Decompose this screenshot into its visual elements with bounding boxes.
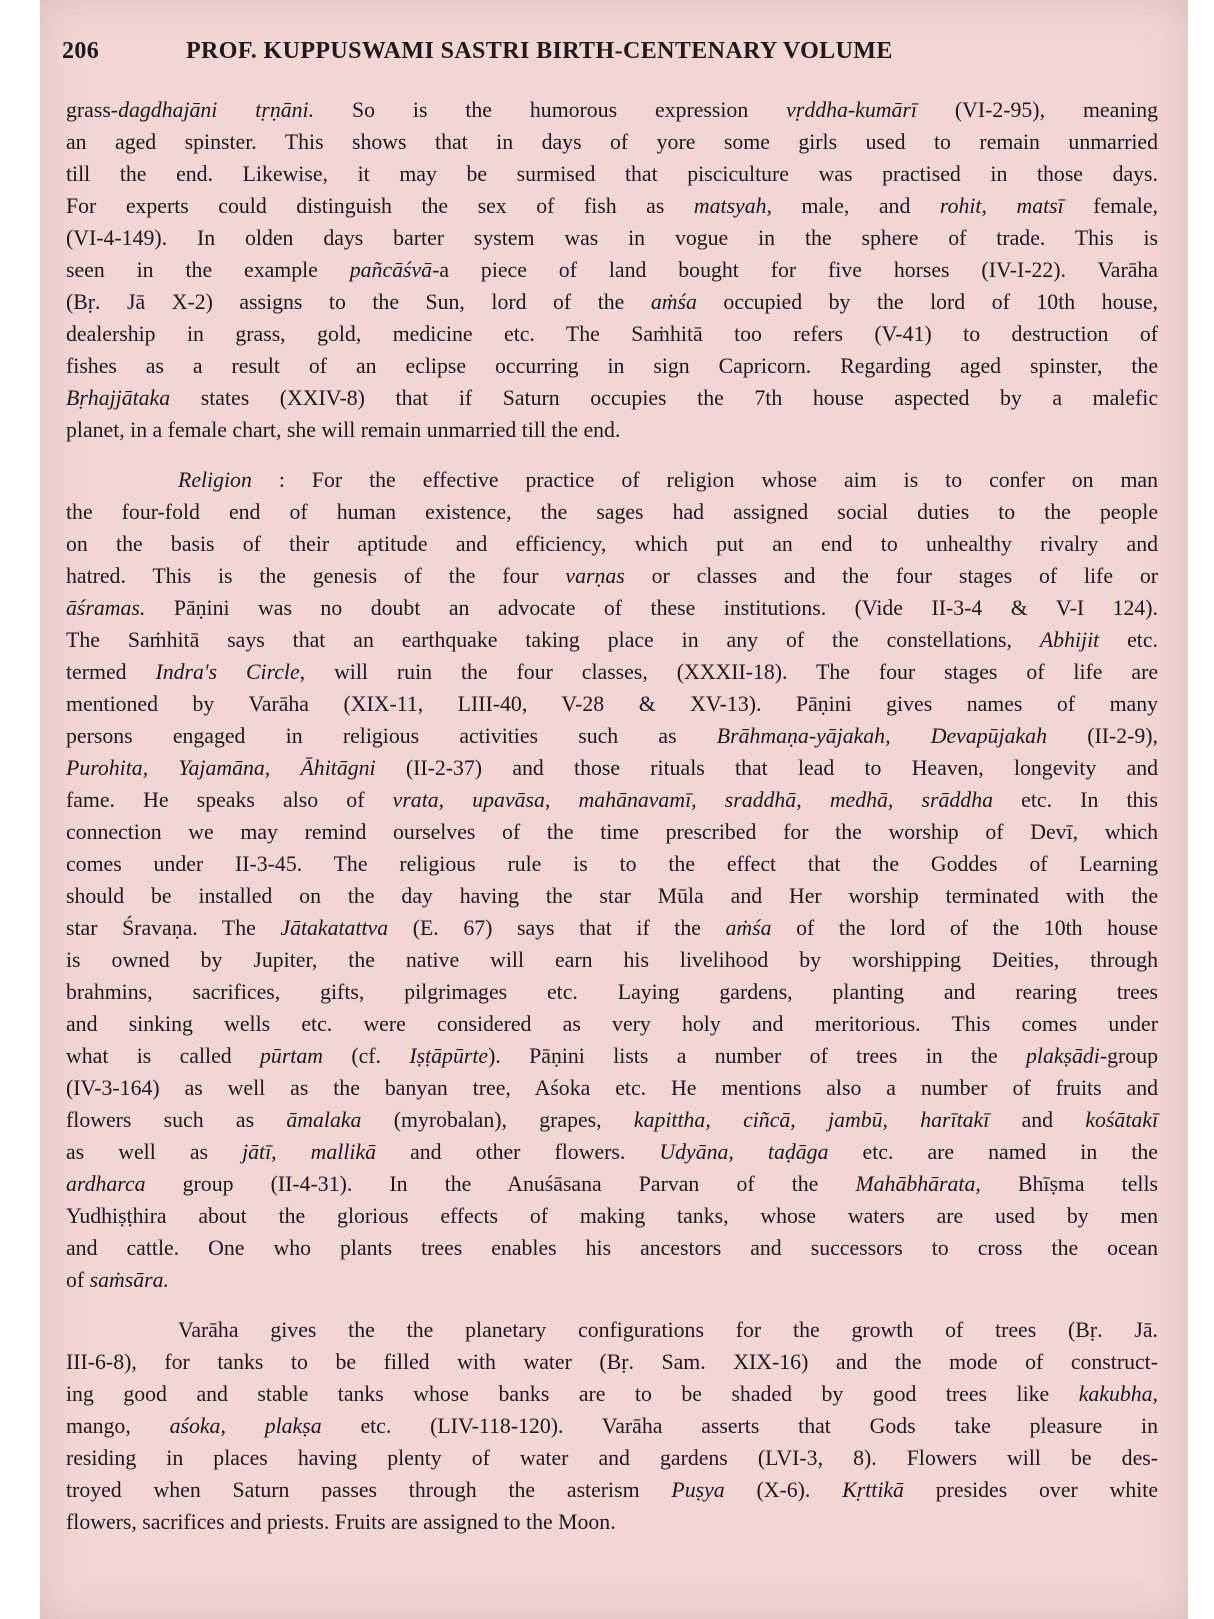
text-run: III-6-8), for tanks to be filled with water (Bṛ. Sam. XIX-16) and the mode of construct- bbox=[66, 1350, 1158, 1374]
text-run: female, bbox=[1063, 194, 1158, 218]
italic-term: Purohita, Yajamāna, Āhitāgni bbox=[66, 756, 376, 780]
text-line bbox=[66, 190, 1158, 222]
text-run: -group bbox=[1099, 1044, 1158, 1068]
text-run: brahmins, sacrifices, gifts, pilgrimages etc. Laying gardens, planting and rearing trees bbox=[66, 980, 1158, 1004]
text-run: mentioned by Varāha (XIX-11, LIII-40, V-28 & XV-13). Pāṇini gives names of many bbox=[66, 692, 1158, 716]
text-run: (E. 67) says that if the bbox=[388, 916, 726, 940]
italic-term: dagdhajāni tṛṇāni. bbox=[118, 98, 315, 122]
italic-term: Jātakatattva bbox=[280, 916, 389, 940]
text-run: dealership in grass, gold, medicine etc. The Saṁhitā too refers (V-41) to destruction of bbox=[66, 322, 1158, 346]
text-run: (VI-4-149). In olden days barter system was in vogue in the sphere of trade. This is bbox=[66, 226, 1158, 250]
italic-term: jātī, mallikā bbox=[242, 1140, 377, 1164]
text-line bbox=[66, 382, 1158, 414]
text-run: (II-2-9), bbox=[1046, 724, 1158, 748]
text-run: (IV-3-164) as well as the banyan tree, Aśoka etc. He mentions also a number of fruits and bbox=[66, 1076, 1158, 1100]
italic-term: Religion bbox=[178, 468, 252, 492]
body-text bbox=[66, 94, 1158, 1554]
text-run: residing in places having plenty of water and gardens (LVI-3, 8). Flowers will be des- bbox=[66, 1446, 1158, 1470]
text-line bbox=[66, 592, 1158, 624]
text-run: Bhīṣma tells bbox=[980, 1172, 1158, 1196]
text-run: The Saṁhitā says that an earthquake taking place in any of the constellations, bbox=[66, 628, 1040, 652]
italic-term: Brāhmaṇa-yājakah, Devapūjakah bbox=[716, 724, 1047, 748]
text-line bbox=[66, 1136, 1158, 1168]
italic-term: Udyāna, taḍāga bbox=[659, 1140, 829, 1164]
text-run: or classes and the four stages of life or bbox=[624, 564, 1158, 588]
text-run: (X-6). bbox=[724, 1478, 843, 1502]
text-run: etc. are named in the bbox=[828, 1140, 1158, 1164]
italic-term: vṛddha-kumārī bbox=[786, 98, 917, 122]
text-line bbox=[66, 464, 1158, 496]
text-run: presides over white bbox=[903, 1478, 1159, 1502]
text-run: of bbox=[66, 1268, 90, 1292]
text-run: troyed when Saturn passes through the asterism bbox=[66, 1478, 672, 1502]
text-line bbox=[66, 1346, 1158, 1378]
text-line bbox=[66, 1232, 1158, 1264]
italic-term: kapittha, ciñcā, jambū, harītakī bbox=[633, 1108, 990, 1132]
text-run: the four-fold end of human existence, the sages had assigned social duties to the people bbox=[66, 500, 1158, 524]
text-line bbox=[66, 656, 1158, 688]
text-line bbox=[66, 816, 1158, 848]
italic-term: varṇas bbox=[565, 564, 625, 588]
text-run: fishes as a result of an eclipse occurring in sign Capricorn. Regarding aged spinster, the bbox=[66, 354, 1158, 378]
text-line bbox=[66, 784, 1158, 816]
text-line bbox=[66, 880, 1158, 912]
text-run: an aged spinster. This shows that in days of yore some girls used to remain unmarried bbox=[66, 130, 1158, 154]
text-run: seen in the example bbox=[66, 258, 350, 282]
text-line bbox=[66, 944, 1158, 976]
text-run: hatred. This is the genesis of the four bbox=[66, 564, 566, 588]
text-run: For experts could distinguish the sex of fish as bbox=[66, 194, 694, 218]
running-title: PROF. KUPPUSWAMI SASTRI BIRTH-CENTENARY VOLUME bbox=[186, 38, 893, 64]
text-run: connection we may remind ourselves of the time prescribed for the worship of Devī, which bbox=[66, 820, 1158, 844]
text-line bbox=[66, 720, 1158, 752]
text-line bbox=[66, 912, 1158, 944]
book-page bbox=[40, 0, 1188, 1619]
page-number: 206 bbox=[62, 38, 100, 64]
text-run: ). Pāṇini lists a number of trees in the bbox=[488, 1044, 1026, 1068]
text-run: of the lord of the 10th house bbox=[771, 916, 1158, 940]
text-run: planet, in a female chart, she will remain unmarried till the end. bbox=[66, 418, 621, 442]
text-run: states (XXIV-8) that if Saturn occupies the 7th house aspected by a malefic bbox=[170, 386, 1158, 410]
text-run: persons engaged in religious activities such as bbox=[66, 724, 717, 748]
text-run: (VI-2-95), meaning bbox=[916, 98, 1158, 122]
italic-term: Iṣṭāpūrte bbox=[409, 1044, 489, 1068]
text-run: male, and bbox=[771, 194, 940, 218]
text-run: is owned by Jupiter, the native will earn his livelihood by worshipping Deities, through bbox=[66, 948, 1158, 972]
text-line bbox=[66, 94, 1158, 126]
italic-term: pañcāśvā- bbox=[349, 258, 440, 282]
text-run: as well as bbox=[66, 1140, 243, 1164]
text-run: and cattle. One who plants trees enables his ancestors and successors to cross the ocean bbox=[66, 1236, 1158, 1260]
text-run: on the basis of their aptitude and efficiency, which put an end to unhealthy rivalry and bbox=[66, 532, 1158, 556]
italic-term: vrata, upavāsa, mahānavamī, sraddhā, medhā, srāddha bbox=[392, 788, 993, 812]
text-run: : For the effective practice of religion whose aim is to confer on man bbox=[251, 468, 1158, 492]
text-run: a piece of land bought for five horses (IV-I-22). Varāha bbox=[439, 258, 1158, 282]
text-run: and other flowers. bbox=[376, 1140, 660, 1164]
text-run: should be installed on the day having the star Mūla and Her worship terminated with the bbox=[66, 884, 1158, 908]
text-line bbox=[66, 1410, 1158, 1442]
paragraph-varaha bbox=[66, 1314, 1158, 1538]
text-line bbox=[66, 1314, 1158, 1346]
text-run: star Śravaṇa. The bbox=[66, 916, 281, 940]
text-line bbox=[66, 688, 1158, 720]
text-run: grass- bbox=[66, 98, 119, 122]
text-line bbox=[66, 1168, 1158, 1200]
text-line bbox=[66, 496, 1158, 528]
italic-term: āśramas. bbox=[66, 596, 146, 620]
text-run: So is the humorous expression bbox=[314, 98, 787, 122]
text-run: mango, bbox=[66, 1414, 170, 1438]
text-line bbox=[66, 126, 1158, 158]
italic-term: matsyah, bbox=[693, 194, 772, 218]
text-run: occupied by the lord of 10th house, bbox=[696, 290, 1158, 314]
text-line bbox=[66, 1264, 1158, 1296]
italic-term: aṁśa bbox=[725, 916, 772, 940]
italic-term: Puṣya bbox=[671, 1478, 725, 1502]
text-run: till the end. Likewise, it may be surmised that pisciculture was practised in those days. bbox=[66, 162, 1158, 186]
text-line bbox=[66, 1378, 1158, 1410]
italic-term: Indra's Circle, bbox=[155, 660, 306, 684]
text-run: Varāha gives the the planetary configurations for the growth of trees (Bṛ. Jā. bbox=[178, 1318, 1158, 1342]
text-line bbox=[66, 1104, 1158, 1136]
italic-term: kośātakī bbox=[1085, 1108, 1159, 1132]
text-line bbox=[66, 528, 1158, 560]
text-run: fame. He speaks also of bbox=[66, 788, 393, 812]
text-line bbox=[66, 752, 1158, 784]
text-line bbox=[66, 1200, 1158, 1232]
text-line bbox=[66, 350, 1158, 382]
italic-term: aṁśa bbox=[650, 290, 697, 314]
italic-term: āmalaka bbox=[286, 1108, 362, 1132]
text-run: Yudhiṣṭhira about the glorious effects of making tanks, whose waters are used by men bbox=[66, 1204, 1158, 1228]
text-run: comes under II-3-45. The religious rule is to the effect that the Goddes of Learning bbox=[66, 852, 1158, 876]
italic-term: rohit, matsī bbox=[939, 194, 1064, 218]
text-line bbox=[66, 222, 1158, 254]
text-line bbox=[66, 158, 1158, 190]
italic-term: plakṣādi bbox=[1026, 1044, 1100, 1068]
text-line bbox=[66, 1442, 1158, 1474]
italic-term: Mahābhārata, bbox=[855, 1172, 981, 1196]
text-line bbox=[66, 1506, 1158, 1538]
text-run: Pāṇini was no doubt an advocate of these institutions. (Vide II-3-4 & V-I 124). bbox=[145, 596, 1158, 620]
text-run: termed bbox=[66, 660, 156, 684]
text-run: and sinking wells etc. were considered as very holy and meritorious. This comes under bbox=[66, 1012, 1158, 1036]
italic-term: aśoka, plakṣa bbox=[169, 1414, 322, 1438]
text-run: (myrobalan), grapes, bbox=[361, 1108, 634, 1132]
text-line bbox=[66, 254, 1158, 286]
text-line bbox=[66, 976, 1158, 1008]
text-line bbox=[66, 1072, 1158, 1104]
text-line bbox=[66, 1040, 1158, 1072]
italic-term: Abhijit bbox=[1039, 628, 1100, 652]
italic-term: kakubha, bbox=[1078, 1382, 1158, 1406]
text-run: will ruin the four classes, (XXXII-18). The four stages of life are bbox=[305, 660, 1159, 684]
paragraph-intro bbox=[66, 94, 1158, 446]
text-run: and bbox=[989, 1108, 1086, 1132]
text-run: flowers such as bbox=[66, 1108, 287, 1132]
text-run: (II-2-37) and those rituals that lead to Heaven, longevity and bbox=[375, 756, 1158, 780]
text-line bbox=[66, 1008, 1158, 1040]
text-line bbox=[66, 414, 1158, 446]
text-line bbox=[66, 1474, 1158, 1506]
text-line bbox=[66, 318, 1158, 350]
text-run: flowers, sacrifices and priests. Fruits are assigned to the Moon. bbox=[66, 1510, 616, 1534]
text-run: etc. In this bbox=[993, 788, 1158, 812]
italic-term: saṁsāra. bbox=[89, 1268, 169, 1292]
text-run: ing good and stable tanks whose banks are to be shaded by good trees like bbox=[66, 1382, 1079, 1406]
italic-term: pūrtam bbox=[260, 1044, 323, 1068]
paragraph-religion bbox=[66, 464, 1158, 1296]
text-run: (Bṛ. Jā X-2) assigns to the Sun, lord of the bbox=[66, 290, 651, 314]
text-line bbox=[66, 848, 1158, 880]
text-run: etc. (LIV-118-120). Varāha asserts that Gods take pleasure in bbox=[321, 1414, 1158, 1438]
text-run: group (II-4-31). In the Anuśāsana Parvan of the bbox=[145, 1172, 856, 1196]
italic-term: Kṛttikā bbox=[842, 1478, 904, 1502]
text-run: (cf. bbox=[323, 1044, 410, 1068]
text-line bbox=[66, 560, 1158, 592]
text-run: what is called bbox=[66, 1044, 261, 1068]
italic-term: Bṛhajjātaka bbox=[66, 386, 171, 410]
text-line bbox=[66, 286, 1158, 318]
text-line bbox=[66, 624, 1158, 656]
italic-term: ardharca bbox=[66, 1172, 146, 1196]
text-run: etc. bbox=[1099, 628, 1158, 652]
running-head bbox=[62, 38, 1162, 65]
